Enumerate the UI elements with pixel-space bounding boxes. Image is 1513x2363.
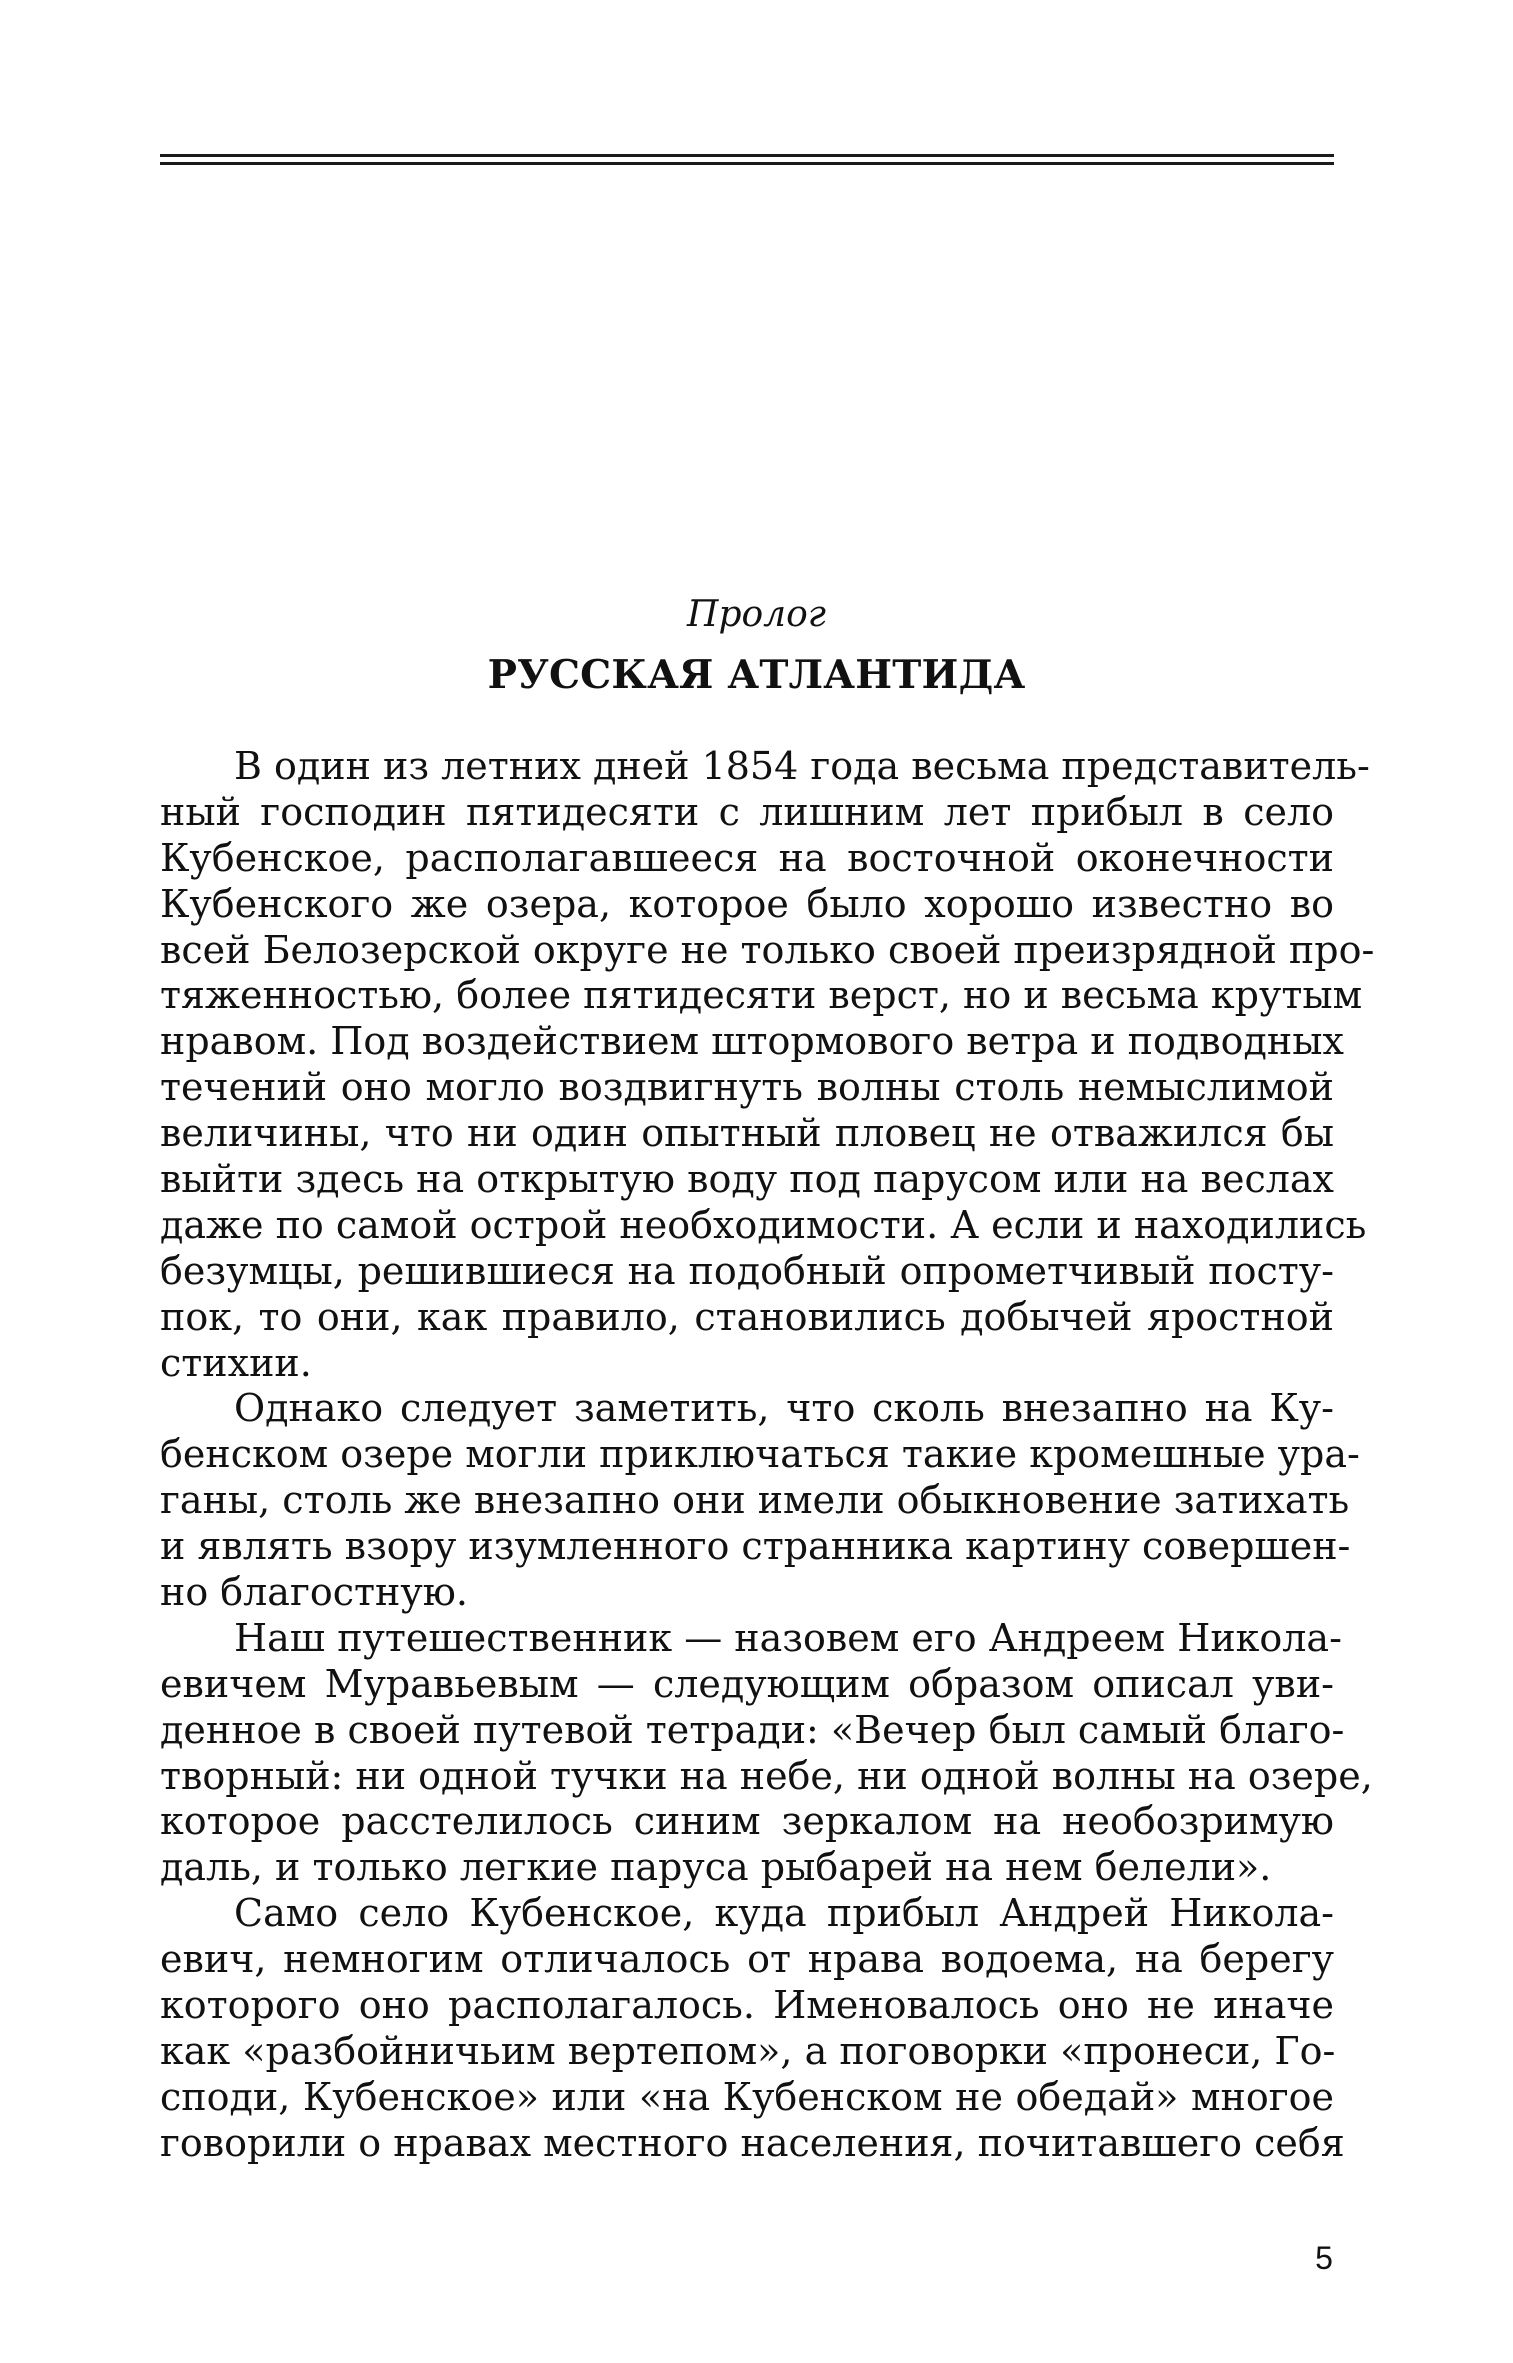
text-line: даже по самой острой необходимости. А если и находились <box>160 1202 1367 1247</box>
text-line: говорили о нравах местного населения, почитавшего себя <box>160 2120 1345 2165</box>
text-line: евичем Муравьевым — следующим образом описал уви- <box>160 1661 1334 1706</box>
text-line: денное в своей путевой тетради: «Вечер был самый благо- <box>160 1707 1345 1752</box>
text-line: евич, немногим отличалось от нрава водоема, на берегу <box>160 1937 1334 1982</box>
text-line: творный: ни одной тучки на небе, ни одной волны на озере, <box>160 1753 1373 1798</box>
text-line: Кубенского же озера, которое было хорошо известно во <box>160 881 1334 926</box>
text-line: тяженностью, более пятидесяти верст, но и весьма крутым <box>160 973 1363 1018</box>
text-line: Однако следует заметить, что сколь внезапно на Ку- <box>234 1386 1334 1431</box>
text-line: даль, и только легкие паруса рыбарей на нем белели». <box>160 1845 1272 1890</box>
text-line: стихии. <box>160 1340 312 1385</box>
text-line: безумцы, решившиеся на подобный опрометчивый посту- <box>160 1248 1334 1293</box>
body-text <box>160 744 1375 2167</box>
text-line: споди, Кубенское» или «на Кубенском не обедай» многое <box>160 2074 1334 2119</box>
text-line: ный господин пятидесяти с лишним лет прибыл в село <box>160 789 1334 834</box>
header-rule-bottom <box>160 162 1334 165</box>
text-line: пок, то они, как правило, становились добычей яростной <box>160 1294 1334 1339</box>
header-rule-top <box>160 154 1334 157</box>
text-line: бенском озере могли приключаться такие кромешные ура- <box>160 1432 1360 1477</box>
text-line: ганы, столь же внезапно они имели обыкновение затихать <box>160 1478 1350 1523</box>
text-line: Кубенское, располагавшееся на восточной оконечности <box>160 835 1334 880</box>
text-line: Наш путешественник — назовем его Андреем Никола- <box>234 1615 1342 1660</box>
text-line: которого оно располагалось. Именовалось оно не иначе <box>160 1983 1334 2028</box>
text-line: величины, что ни один опытный пловец не отважился бы <box>160 1111 1334 1156</box>
text-line: как «разбойничьим вертепом», а поговорки «пронеси, Го- <box>160 2028 1336 2073</box>
text-line: Само село Кубенское, куда прибыл Андрей Никола- <box>234 1891 1334 1936</box>
text-line: которое расстелилось синим зеркалом на необозримую <box>160 1799 1334 1844</box>
text-line: выйти здесь на открытую воду под парусом или на веслах <box>160 1157 1334 1202</box>
prologue-label: Пролог <box>687 594 826 635</box>
text-line: нравом. Под воздействием штормового ветра и подводных <box>160 1019 1344 1064</box>
text-line: но благостную. <box>160 1570 468 1615</box>
text-line: течений оно могло воздвигнуть волны столь немыслимой <box>160 1065 1334 1110</box>
chapter-title: РУССКАЯ АТЛАНТИДА <box>487 652 1026 698</box>
text-line: и являть взору изумленного странника картину совершен- <box>160 1524 1351 1569</box>
text-line: В один из летних дней 1854 года весьма представитель- <box>234 744 1370 788</box>
text-line: всей Белозерской округе не только своей преизрядной про- <box>160 927 1375 972</box>
page-number: 5 <box>1315 2240 1333 2276</box>
